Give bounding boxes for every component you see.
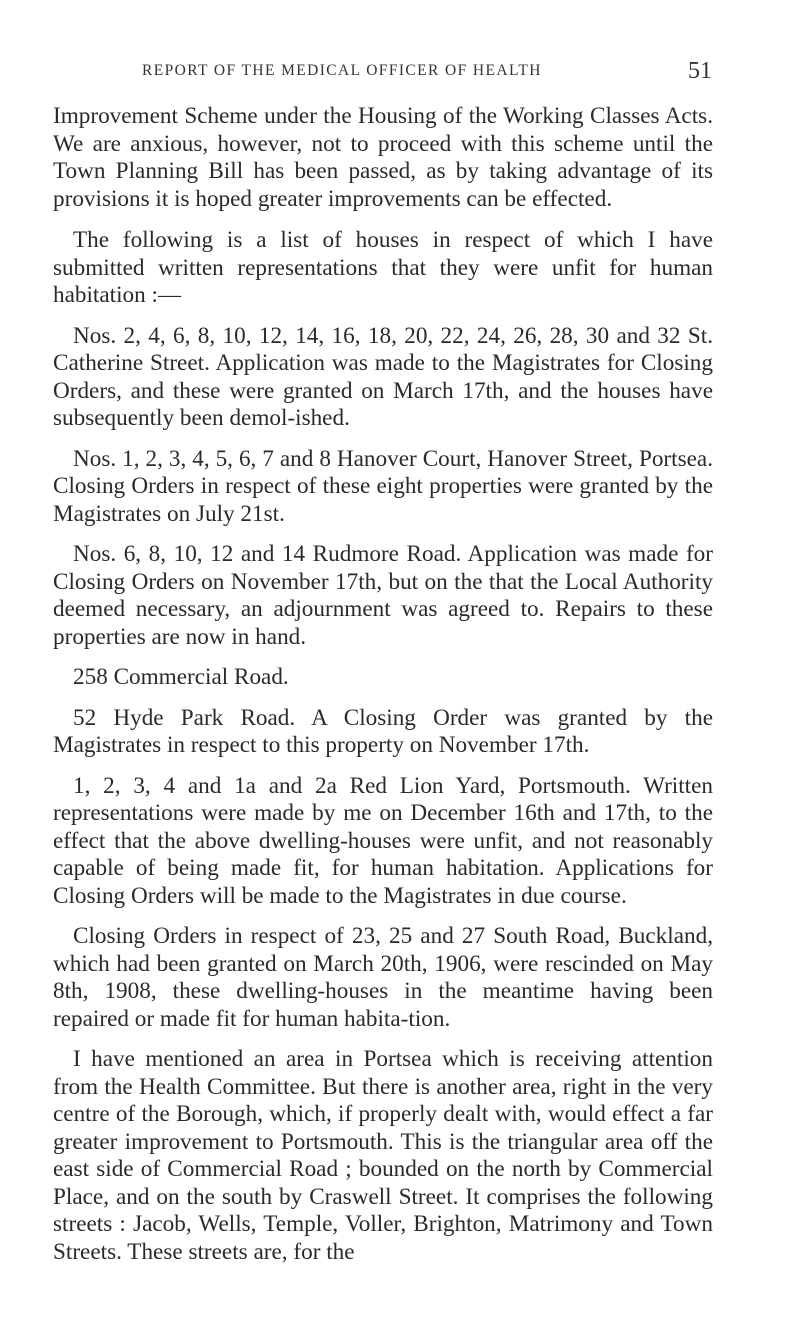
paragraph-hyde-park-road: 52 Hyde Park Road. A Closing Order was granted by the Magistrates in respect to this property on November 17th. [53, 704, 713, 758]
body-text [53, 103, 713, 1279]
running-header: REPORT OF THE MEDICAL OFFICER OF HEALTH [142, 62, 542, 79]
paragraph-south-road: Closing Orders in respect of 23, 25 and 27 South Road, Buckland, which had been granted on March 20th, 1906, were rescinded on May 8th, 1908, these dwelling-houses in the meantime having been repaired or made fit for human habita-tion. [53, 923, 713, 1032]
paragraph-improvement-scheme: Improvement Scheme under the Housing of the Working Classes Acts. We are anxious, however, not to proceed with this scheme until the Town Planning Bill has been passed, as by taking advantage of its provisions it is hoped greater improvements can be effected. [53, 103, 713, 212]
paragraph-commercial-road: 258 Commercial Road. [73, 664, 289, 690]
page-number: 51 [688, 58, 712, 84]
paragraph-st-catherine-street: Nos. 2, 4, 6, 8, 10, 12, 14, 16, 18, 20, 22, 24, 26, 28, 30 and 32 St. Catherine Street. Application was made to the Magistrates for Closing Orders, and these were granted on March 17th, and the houses have subsequently been demol-ished. [53, 322, 713, 431]
paragraph-red-lion-yard: 1, 2, 3, 4 and 1a and 2a Red Lion Yard, Portsmouth. Written representations were made by me on December 16th and 17th, to the effect that the above dwelling-houses were unfit, and not reasonably capable of being made fit, for human habitation. Applications for Closing Orders will be made to the Magistrates in due course. [53, 772, 713, 909]
paragraph-hanover-court: Nos. 1, 2, 3, 4, 5, 6, 7 and 8 Hanover Court, Hanover Street, Portsea. Closing Orders in respect of these eight properties were granted by the Magistrates on July 21st. [53, 445, 713, 527]
paragraph-list-intro: The following is a list of houses in respect of which I have submitted written representations that they were unfit for human habitation :— [53, 227, 713, 308]
paragraph-rudmore-road: Nos. 6, 8, 10, 12 and 14 Rudmore Road. Application was made for Closing Orders on November 17th, but on the that the Local Authority deemed necessary, an adjournment was agreed to. Repairs to these properties are now in hand. [53, 541, 713, 650]
paragraph-portsea-area: I have mentioned an area in Portsea which is receiving attention from the Health Committee. But there is another area, right in the very centre of the Borough, which, if properly dealt with, would effect a far greater improvement to Portsmouth. This is the triangular area off the east side of Commercial Road ; bounded on the north by Commercial Place, and on the south by Craswell Street. It comprises the following streets : Jacob, Wells, Temple, Voller, Brighton, Matrimony and Town Streets. These streets are, for the [53, 1046, 713, 1265]
